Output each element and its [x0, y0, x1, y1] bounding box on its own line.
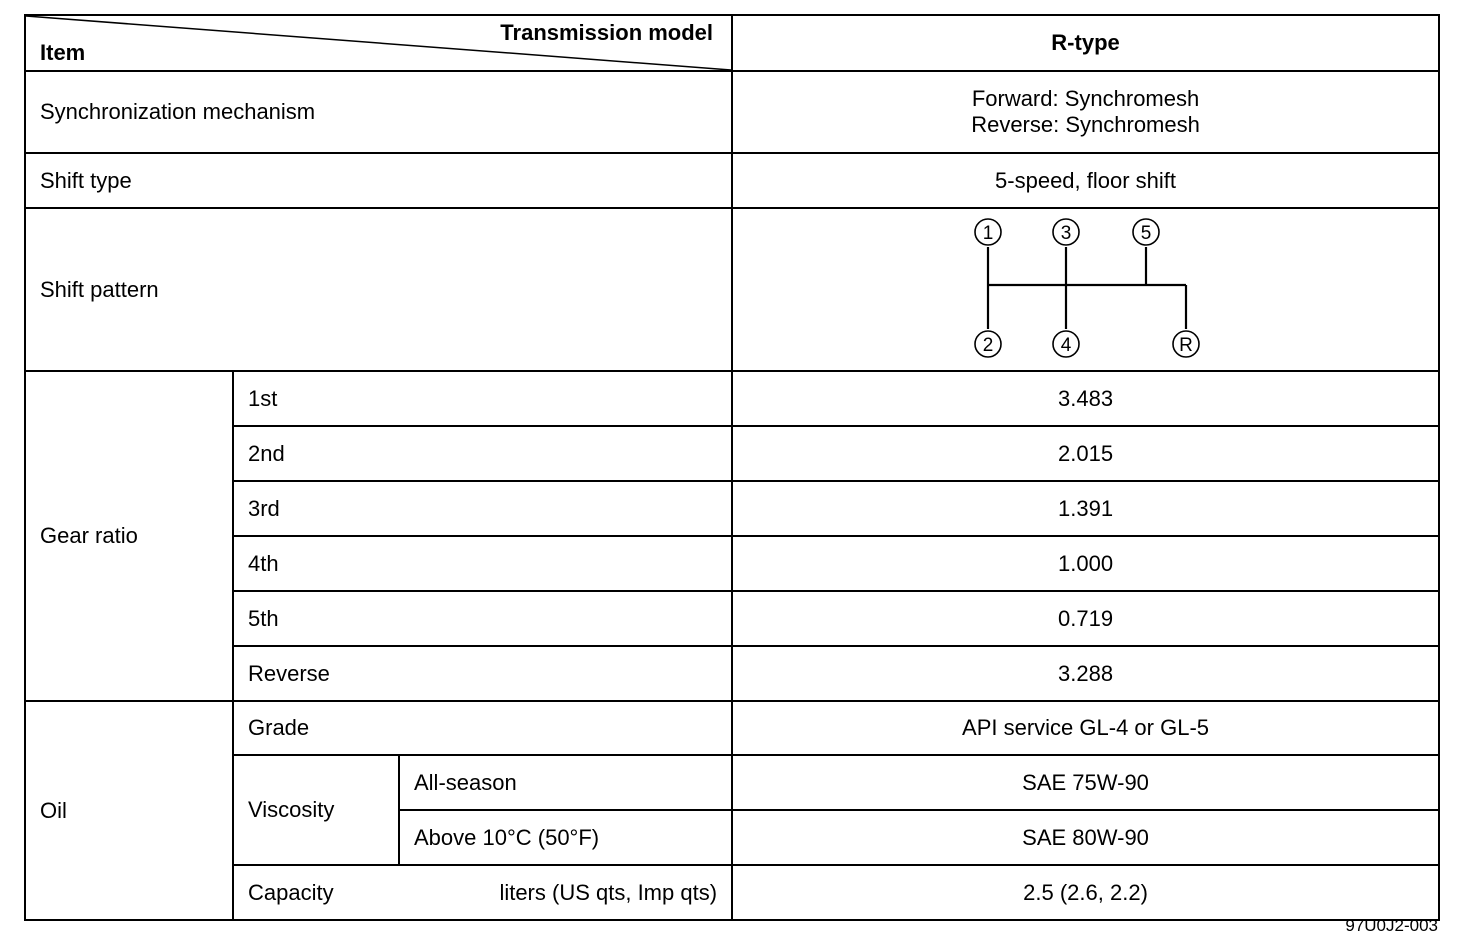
gear-4th-value: 1.000 — [732, 536, 1439, 591]
gear-2nd-value: 2.015 — [732, 426, 1439, 481]
figure-code: 97U0J2-003 — [1345, 916, 1438, 935]
gear-3-label: 3 — [1060, 222, 1071, 244]
gear-5th-value: 0.719 — [732, 591, 1439, 646]
gear-ratio-label: Gear ratio — [25, 371, 233, 701]
table-row — [25, 591, 1439, 646]
header-model-label: Transmission model — [500, 20, 714, 45]
shift-type-value: 5-speed, floor shift — [732, 153, 1439, 208]
table-row — [25, 371, 1439, 426]
gear-reverse-label: R — [1178, 334, 1193, 356]
table-row — [25, 481, 1439, 536]
viscosity-allseason-value: SAE 75W-90 — [732, 755, 1439, 810]
table-row — [25, 153, 1439, 208]
sync-label: Synchronization mechanism — [25, 71, 732, 153]
viscosity-above10-label: Above 10°C (50°F) — [399, 810, 732, 865]
sync-forward: Forward: Synchromesh — [971, 86, 1200, 111]
shift-type-label: Shift type — [25, 153, 732, 208]
gear-3rd-value: 1.391 — [732, 481, 1439, 536]
shift-pattern-cell — [732, 208, 1439, 371]
oil-label: Oil — [25, 701, 233, 920]
header-item-label: Item — [40, 40, 86, 65]
gear-reverse-value: 3.288 — [732, 646, 1439, 701]
table-row — [25, 865, 1439, 920]
oil-grade-value: API service GL-4 or GL-5 — [732, 701, 1439, 755]
gear-4th-label: 4th — [233, 536, 732, 591]
table-row — [25, 646, 1439, 701]
gear-4-label: 4 — [1060, 334, 1071, 356]
gear-reverse-marker — [1173, 331, 1199, 357]
table-row — [25, 536, 1439, 591]
gear-5th-label: 5th — [233, 591, 732, 646]
gear-2-marker — [975, 331, 1001, 357]
table-row — [25, 755, 1439, 810]
table-row — [25, 701, 1439, 755]
oil-grade-label: Grade — [233, 701, 732, 755]
gear-reverse-row-label: Reverse — [233, 646, 732, 701]
table-header-corner — [25, 15, 732, 71]
oil-viscosity-label: Viscosity — [233, 755, 399, 865]
shift-pattern-label: Shift pattern — [25, 208, 732, 371]
gear-4-marker — [1053, 331, 1079, 357]
transmission-spec-table — [24, 14, 1440, 921]
table-row — [25, 426, 1439, 481]
gear-2-label: 2 — [982, 334, 993, 356]
shift-pattern-diagram — [966, 215, 1206, 365]
gear-1st-label: 1st — [233, 371, 732, 426]
sync-value — [732, 71, 1439, 153]
gear-5-label: 5 — [1140, 222, 1151, 244]
gear-1-label: 1 — [982, 222, 993, 244]
gear-1-marker — [975, 219, 1001, 245]
viscosity-above10-value: SAE 80W-90 — [732, 810, 1439, 865]
gear-3rd-label: 3rd — [233, 481, 732, 536]
oil-capacity-label: Capacity — [248, 879, 334, 905]
header-model-value: R-type — [732, 15, 1439, 71]
oil-capacity-unit: liters (US qts, Imp qts) — [499, 879, 718, 905]
viscosity-allseason-label: All-season — [399, 755, 732, 810]
gear-2nd-label: 2nd — [233, 426, 732, 481]
table-row — [25, 208, 1439, 371]
gear-1st-value: 3.483 — [732, 371, 1439, 426]
table-row — [25, 71, 1439, 153]
gear-5-marker — [1133, 219, 1159, 245]
oil-capacity-value: 2.5 (2.6, 2.2) — [732, 865, 1439, 920]
sync-reverse: Reverse: Synchromesh — [971, 112, 1200, 137]
oil-capacity-cell — [233, 865, 732, 920]
gear-3-marker — [1053, 219, 1079, 245]
